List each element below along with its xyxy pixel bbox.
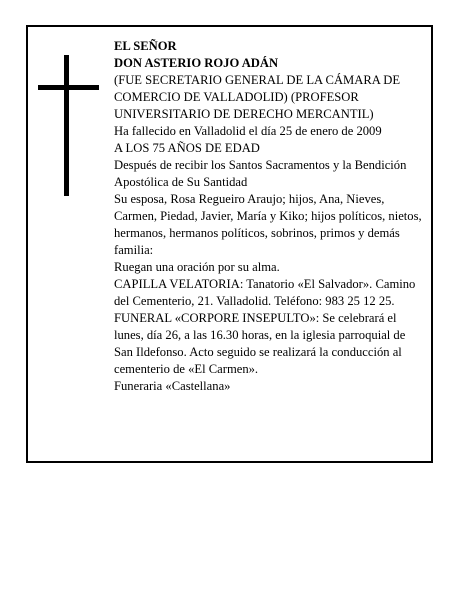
deceased-positions: (FUE SECRETARIO GENERAL DE LA CÁMARA DE COMERCIO DE VALLADOLID) (PROFESOR UNIVERSITARIO DE DERECHO MERCANTIL): [114, 73, 401, 121]
death-notice: Ha fallecido en Valladolid el día 25 de enero de 2009: [114, 124, 382, 138]
deceased-name: DON ASTERIO ROJO ADÁN: [114, 56, 279, 70]
deceased-age: A LOS 75 AÑOS DE EDAD: [114, 141, 260, 155]
prayer-request: Ruegan una oración por su alma.: [114, 260, 280, 274]
cross-icon: [38, 55, 99, 196]
funeral-info: FUNERAL «CORPORE INSEPULTO»: Se celebrará el lunes, día 26, a las 16.30 horas, en la iglesia parroquial de San Ildefonso. Acto seguido se realizará la conducción al cementerio de «El Carmen».: [114, 311, 406, 376]
cross-horizontal-bar: [38, 85, 99, 90]
obituary-text: [114, 38, 426, 395]
funeral-home: Funeraria «Castellana»: [114, 379, 231, 393]
obituary-title: EL SEÑOR: [114, 39, 177, 53]
chapel-info: CAPILLA VELATORIA: Tanatorio «El Salvador». Camino del Cementerio, 21. Valladolid. Teléfono: 983 25 12 25.: [114, 277, 416, 308]
family-list: Su esposa, Rosa Regueiro Araujo; hijos, Ana, Nieves, Carmen, Piedad, Javier, María y Kiko; hijos políticos, nietos, hermanos, hermanos políticos, sobrinos, primos y demás familia:: [114, 192, 422, 257]
sacraments-note: Después de recibir los Santos Sacramentos y la Bendición Apostólica de Su Santidad: [114, 158, 407, 189]
cross-vertical-bar: [64, 55, 69, 196]
